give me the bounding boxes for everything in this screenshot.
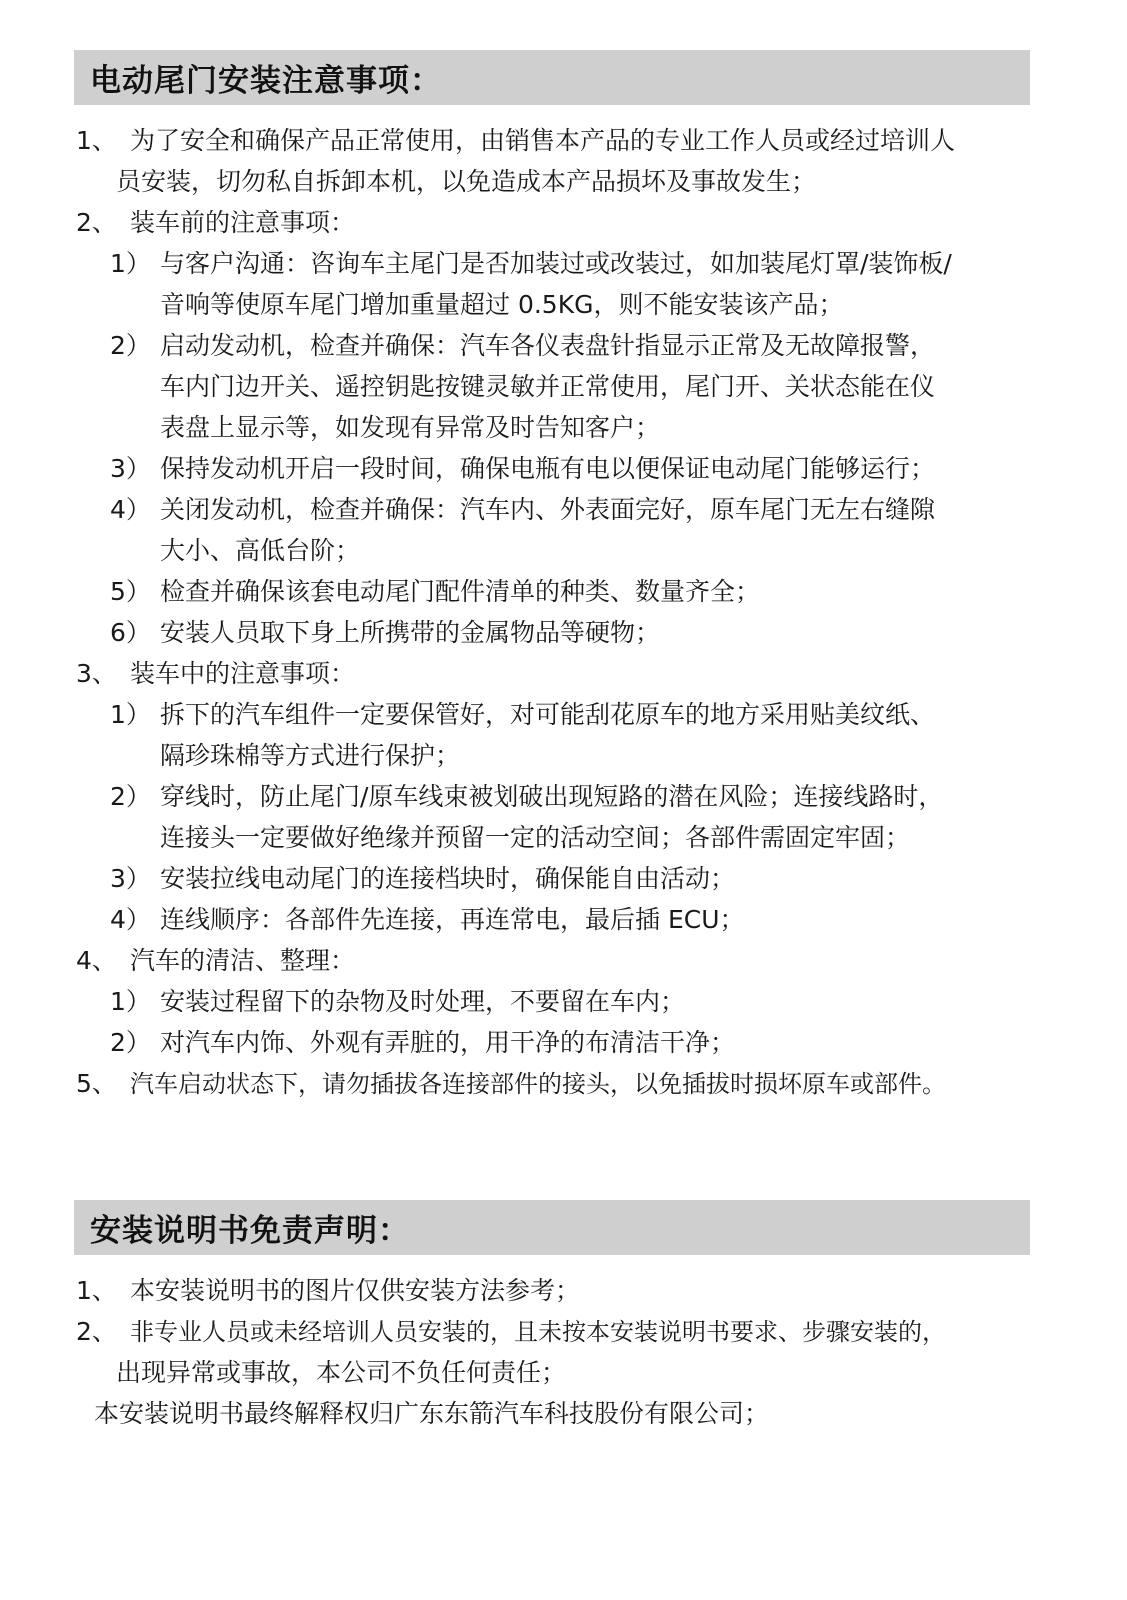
disclaimer-section-title: 安装说明书免责声明：	[74, 1200, 1030, 1255]
subitem-number: 2）	[110, 331, 151, 360]
item-number: 1、	[76, 126, 117, 155]
subitem-text-line: 拆下的汽车组件一定要保管好，对可能刮花原车的地方采用贴美纹纸、	[160, 700, 936, 729]
item-text-line: 本安装说明书的图片仅供安装方法参考；	[130, 1276, 581, 1305]
subitem-number: 1）	[110, 249, 151, 278]
subitem-number: 3）	[110, 864, 151, 893]
subitem-number: 1）	[110, 700, 151, 729]
subitem-number: 4）	[110, 905, 151, 934]
subitem-text-line: 音响等使原车尾门增加重量超过 0.5KG，则不能安装该产品；	[160, 290, 844, 319]
subitem-number: 2）	[110, 1028, 151, 1057]
notice-section-title: 电动尾门安装注意事项：	[74, 50, 1030, 105]
subitem-number: 6）	[110, 618, 151, 647]
subitem-text-line: 安装过程留下的杂物及时处理，不要留在车内；	[160, 987, 686, 1016]
item-text-line: 为了安全和确保产品正常使用，由销售本产品的专业工作人员或经过培训人	[130, 126, 956, 155]
subitem-text-line: 检查并确保该套电动尾门配件清单的种类、数量齐全；	[160, 577, 761, 606]
item-text-line: 装车中的注意事项：	[130, 659, 356, 688]
item-text-line: 汽车启动状态下，请勿插拔各连接部件的接头，以免插拔时损坏原车或部件。	[130, 1070, 946, 1098]
subitem-text-line: 安装人员取下身上所携带的金属物品等硬物；	[160, 618, 661, 647]
subitem-text-line: 车内门边开关、遥控钥匙按键灵敏并正常使用，尾门开、关状态能在仪	[160, 372, 936, 401]
subitem-number: 2）	[110, 782, 151, 811]
disclaimer-footer: 本安装说明书最终解释权归广东东箭汽车科技股份有限公司；	[94, 1399, 770, 1428]
item-text-line: 非专业人员或未经培训人员安装的，且未按本安装说明书要求、步骤安装的，	[130, 1318, 946, 1346]
item-number: 2、	[76, 1317, 117, 1346]
subitem-text-line: 启动发动机，检查并确保：汽车各仪表盘针指显示正常及无故障报警，	[160, 331, 936, 360]
subitem-text-line: 大小、高低台阶；	[160, 536, 361, 565]
item-number: 2、	[76, 208, 117, 237]
subitem-text-line: 连线顺序：各部件先连接，再连常电，最后插 ECU；	[160, 905, 745, 934]
item-number: 1、	[76, 1276, 117, 1305]
subitem-text-line: 穿线时，防止尾门/原车线束被划破出现短路的潜在风险；连接线路时，	[160, 782, 944, 811]
subitem-number: 4）	[110, 495, 151, 524]
item-number: 4、	[76, 946, 117, 975]
subitem-text-line: 与客户沟通：咨询车主尾门是否加装过或改装过，如加装尾灯罩/装饰板/	[160, 249, 952, 278]
item-number: 5、	[76, 1069, 117, 1098]
subitem-text-line: 对汽车内饰、外观有弄脏的，用干净的布清洁干净；	[160, 1028, 736, 1057]
subitem-number: 3）	[110, 454, 151, 483]
subitem-text-line: 关闭发动机，检查并确保：汽车内、外表面完好，原车尾门无左右缝隙	[160, 495, 936, 524]
subitem-text-line: 连接头一定要做好绝缘并预留一定的活动空间；各部件需固定牢固；	[160, 823, 911, 852]
item-text-line: 员安装，切勿私自拆卸本机，以免造成本产品损坏及事故发生；	[116, 167, 817, 196]
subitem-text-line: 隔珍珠棉等方式进行保护；	[160, 741, 461, 770]
item-text-line: 汽车的清洁、整理：	[130, 946, 356, 975]
item-text-line: 出现异常或事故，本公司不负任何责任；	[116, 1358, 567, 1387]
item-number: 3、	[76, 659, 117, 688]
subitem-text-line: 表盘上显示等，如发现有异常及时告知客户；	[160, 413, 661, 442]
subitem-text-line: 安装拉线电动尾门的连接档块时，确保能自由活动；	[160, 864, 736, 893]
subitem-number: 1）	[110, 987, 151, 1016]
item-text-line: 装车前的注意事项：	[130, 208, 356, 237]
subitem-text-line: 保持发动机开启一段时间，确保电瓶有电以便保证电动尾门能够运行；	[160, 454, 936, 483]
subitem-number: 5）	[110, 577, 151, 606]
